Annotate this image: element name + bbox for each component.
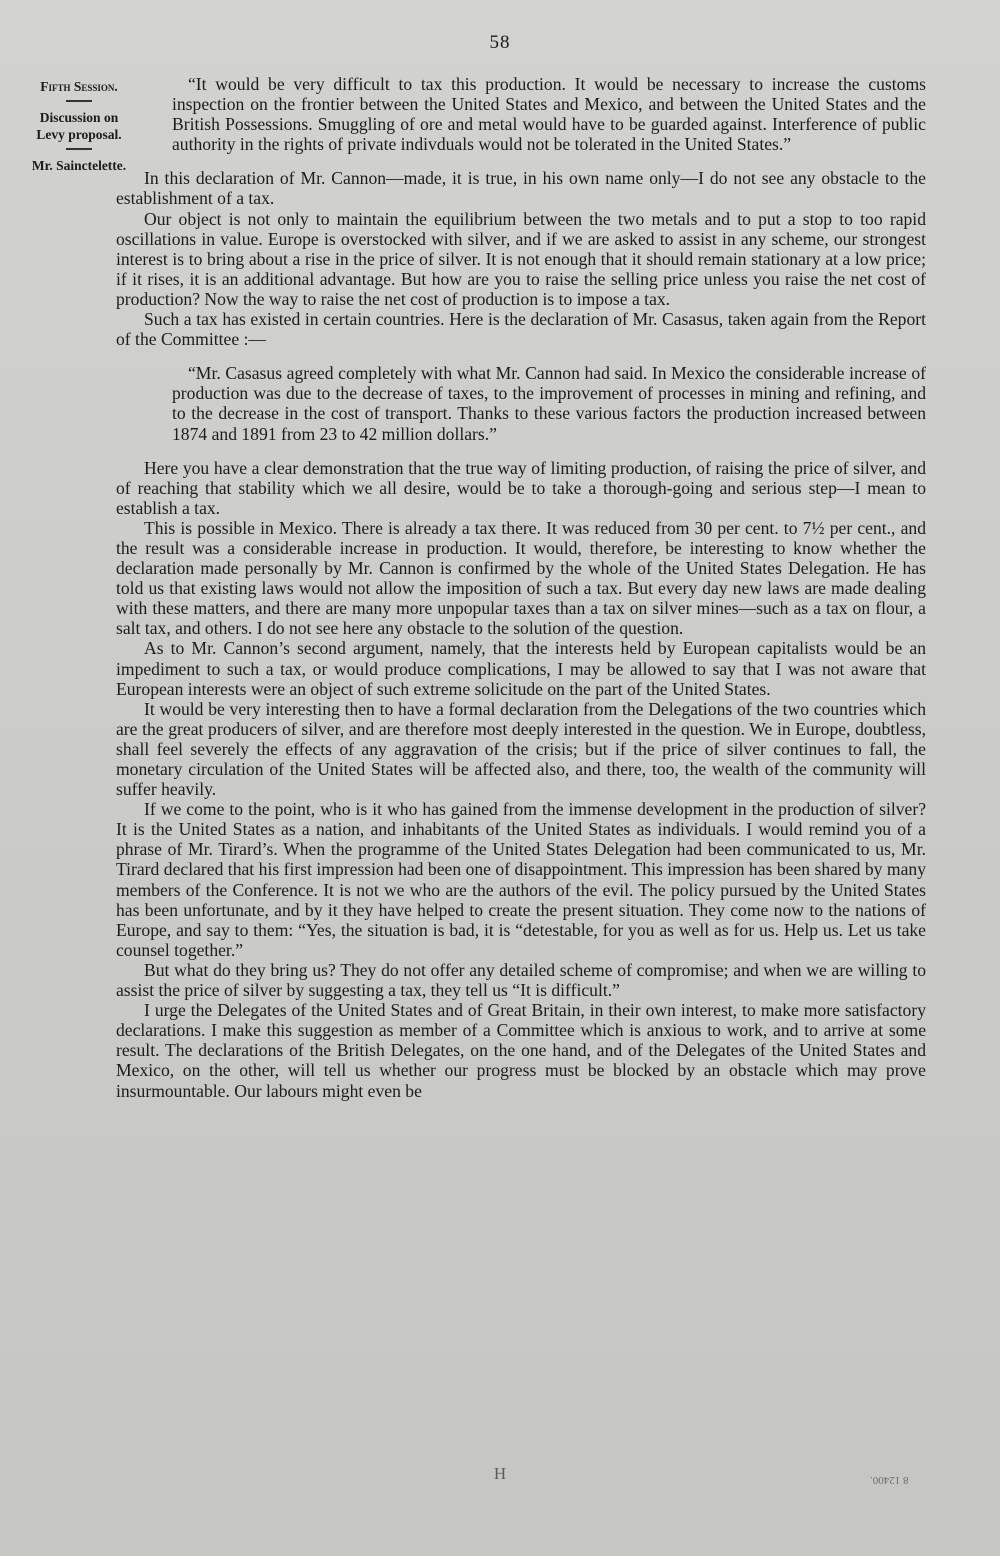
paragraph: This is possible in Mexico. There is already a tax there. It was reduced from 30 per cent. to 7½ per cent., and the result was a considerable increase in production. It would, therefore, be interesting to know whether the declaration made personally by Mr. Cannon is confirmed by the whole of the United States Delegation. He has told us that existing laws would not allow the imposition of such a tax. But every day new laws are made dealing with these matters, and there are many more unpopular taxes than a tax on silver mines—such as a tax on flour, a salt tax, and others. I do not see here any obstacle to the solution of the question. — [116, 517, 926, 639]
paragraph: It would be very interesting then to have a formal declaration from the Delegations of the two countries which are the great producers of silver, and are therefore most deeply interested in the question. We in Europe, doubtless, shall feel severely the effects of any aggravation of the crisis; but if the price of silver continues to fall, the monetary circulation of the United States will be affected also, and there, too, the wealth of the community will suffer heavily. — [116, 698, 926, 800]
print-code: 8 12400. — [869, 1474, 908, 1486]
margin-note-topic: Discussion on Levy proposal. — [36, 110, 122, 142]
paragraph: Here you have a clear demonstration that the true way of limiting production, of raising the price of silver, and of reaching that stability which we all desire, would be to take a thorough-going and serious step—I mean to establish a tax. — [116, 457, 926, 518]
paragraph: Such a tax has existed in certain countries. Here is the declaration of Mr. Casasus, taken again from the Report of the Committee :— — [116, 309, 926, 350]
quote-paragraph: “Mr. Casasus agreed completely with what Mr. Cannon had said. In Mexico the considerable increase of production was due to the decrease of taxes, to the improvement of processes in mining and refining, and to the decrease in the cost of transport. Thanks to these various factors the production increased between 1874 and 1891 from 23 to 42 million dollars.” — [172, 363, 926, 444]
page-number: 58 — [489, 32, 511, 53]
quote-paragraph: “It would be very difficult to tax this production. It would be necessary to increase the customs inspection on the frontier between the United States and Mexico, and between the United States and the British Possessions. Smuggling of ore and metal would have to be guarded against. Interference of public authority in the rights of private indivduals would not be tolerated in the United States.” — [172, 74, 926, 155]
margin-rule — [66, 148, 92, 150]
paragraph: Our object is not only to maintain the equilibrium between the two metals and to put a stop to too rapid oscillations in value. Europe is overstocked with silver, and if we are asked to assist in any scheme, our strongest interest is to bring about a rise in the price of silver. It is not enough that it should remain stationary at a low price; if it rises, it is an additional advantage. But how are you to raise the selling price unless you raise the net cost of production? Now the way to raise the net cost of production is to impose a tax. — [116, 208, 926, 309]
body-text — [116, 74, 926, 1101]
margin-note-session: Fifth Session. — [40, 79, 118, 94]
paragraph: In this declaration of Mr. Cannon—made, it is true, in his own name only—I do not see any obstacle to the establishment of a tax. — [116, 168, 926, 209]
margin-rule — [66, 100, 92, 102]
paragraph: If we come to the point, who is it who has gained from the immense development in the production of silver? It is the United States as a nation, and inhabitants of the United States as individuals. I would remind you of a phrase of Mr. Tirard’s. When the programme of the United States Delegation had been communicated to us, Mr. Tirard declared that his first impression had been one of disappointment. This impression has been shared by many members of the Conference. It is not we who are the authors of the evil. The policy pursued by the United States has been unfortunate, and by it they have helped to create the present situation. They come now to the nations of Europe, and say to them: “Yes, the situation is bad, it is “detestable, for you as well as for us. Help us. Let us take counsel together.” — [116, 799, 926, 960]
paragraph: But what do they bring us? They do not offer any detailed scheme of compromise; and when we are willing to assist the price of silver by suggesting a tax, they tell us “It is difficult.” — [116, 959, 926, 1001]
margin-note-speaker: Mr. Sainctelette. — [31, 158, 127, 173]
signature-mark: H — [493, 1464, 507, 1483]
paragraph: As to Mr. Cannon’s second argument, namely, that the interests held by European capitalists would be an impediment to such a tax, or would produce complications, I may be allowed to say that I was not aware that European interests were an object of such extreme solicitude on the part of the United States. — [116, 638, 926, 699]
paragraph: I urge the Delegates of the United States and of Great Britain, in their own interest, to make more satisfactory declarations. I make this suggestion as member of a Committee which is anxious to work, and to arrive at some result. The declarations of the British Delegates, on the one hand, and of the Delegates of the United States and Mexico, on the other, will tell us whether our progress must be blocked by an obstacle which may prove insurmountable. Our labours might even be — [116, 1000, 926, 1101]
